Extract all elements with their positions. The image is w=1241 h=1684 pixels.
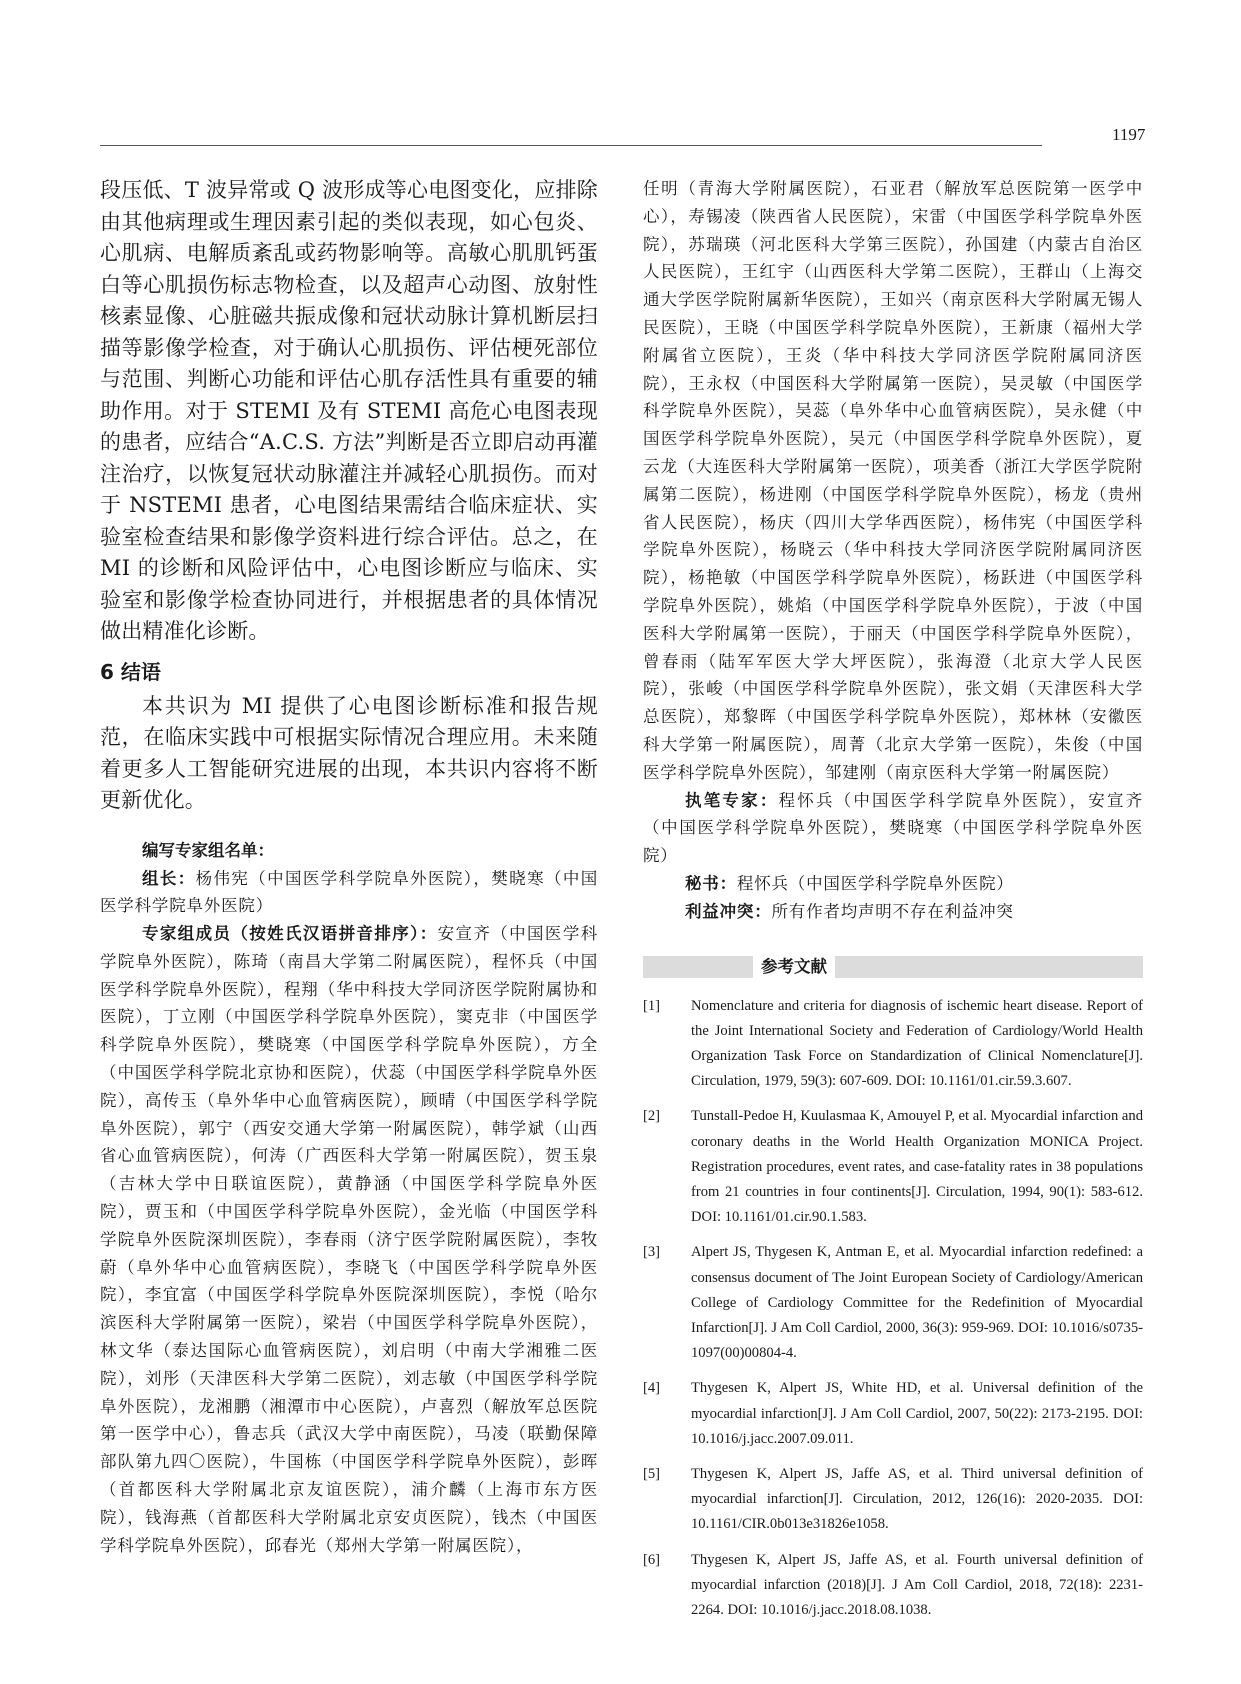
reference-item — [643, 1548, 1143, 1624]
page-number: 1197 — [1112, 125, 1146, 144]
left-column — [100, 175, 598, 1559]
writing-text: 程怀兵（中国医学科学院阜外医院），安宣齐（中国医学科学院阜外医院），樊晓寒（中国医学科学院阜外医院） — [643, 790, 1143, 866]
reference-text: Thygesen K, Alpert JS, White HD, et al. Universal definition of the myocardial infarction[J]. J Am Coll Cardiol, 2007, 50(22): 2173-2195. DOI: 10.1016/j.jacc.2007.09.011. — [691, 1380, 1143, 1447]
reference-item — [643, 1104, 1143, 1230]
body-paragraph-conclusion: 本共识为 MI 提供了心电图诊断标准和报告规范，在临床实践中可根据实际情况合理应用。未来随着更多人工智能研究进展的出现，本共识内容将不断更新优化。 — [100, 693, 598, 812]
committee-members-continued: 任明（青海大学附属医院），石亚君（解放军总医院第一医学中心），寿锡凌（陕西省人民医院），宋雷（中国医学科学院阜外医院），苏瑞瑛（河北医科大学第三医院），孙国建（内蒙古自治区人民医院），王红宇（山西医科大学第二医院），王群山（上海交通大学医学院附属新华医院），王如兴（南京医科大学附属无锡人民医院），王晓（中国医学科学院阜外医院），王新康（福州大学附属省立医院），王炎（华中科技大学同济医学院附属同济医院），王永权（中国医科大学附属第一医院），吴灵敏（中国医学科学院阜外医院），吴蕊（阜外华中心血管病医院），吴永健（中国医学科学院阜外医院），吴元（中国医学科学院阜外医院），夏云龙（大连医科大学附属第一医院），项美香（浙江大学医学院附属第二医院），杨进刚（中国医学科学院阜外医院），杨龙（贵州省人民医院），杨庆（四川大学华西医院），杨伟宪（中国医学科学院阜外医院），杨晓云（华中科技大学同济医学院附属同济医院），杨艳敏（中国医学科学院阜外医院），杨跃进（中国医学科学院阜外医院），姚焰（中国医学科学院阜外医院），于波（中国医科大学附属第一医院），于丽天（中国医学科学院阜外医院），曾春雨（陆军军医大学大坪医院），张海澄（北京大学人民医院），张峻（中国医学科学院阜外医院），张文娟（天津医科大学总医院），郑黎晖（中国医学科学院阜外医院），郑林林（安徽医科大学第一附属医院），周菁（北京大学第一医院），朱俊（中国医学科学院阜外医院），邹建刚（南京医科大学第一附属医院） — [643, 179, 1143, 782]
secretary — [643, 870, 1143, 898]
committee-members — [100, 920, 598, 1559]
secretary-text: 程怀兵（中国医学科学院阜外医院） — [736, 873, 1014, 893]
reference-text: Thygesen K, Alpert JS, Jaffe AS, et al. Fourth universal definition of myocardial infarction (2018)[J]. J Am Coll Cardiol, 2018, 72(18): 2231-2264. DOI: 10.1016/j.jacc.2018.08.1038. — [691, 1551, 1143, 1618]
writing-experts — [643, 787, 1143, 870]
coi-text: 所有作者均声明不存在利益冲突 — [771, 901, 1014, 921]
conflict-of-interest — [643, 898, 1143, 926]
references-title: 参考文献 — [753, 956, 835, 978]
writing-label: 执笔专家： — [685, 790, 779, 810]
right-column — [643, 175, 1143, 1633]
reference-text: Thygesen K, Alpert JS, Jaffe AS, et al. Third universal definition of myocardial infarction[J]. Circulation, 2012, 126(16): 2020-2035. DOI: 10.1161/CIR.0b013e31826e1058. — [691, 1465, 1143, 1533]
committee-leaders — [100, 865, 598, 921]
committee-title: 编写专家组名单： — [142, 840, 274, 860]
reference-item — [643, 994, 1143, 1095]
reference-number: [5] — [643, 1465, 661, 1482]
reference-text: Alpert JS, Thygesen K, Antman E, et al. Myocardial infarction redefined: a consensus document of The Joint European Society of Cardiology/American College of Cardiology Committee for the Redefinition of Myocardial Infarction[J]. J Am Coll Cardiol, 2000, 36(3): 959-969. DOI: 10.1016/s0735-1097(00)00804-4. — [691, 1244, 1143, 1362]
reference-item — [643, 1240, 1143, 1366]
members-label: 专家组成员（按姓氏汉语拼音排序）： — [142, 924, 438, 944]
reference-number: [1] — [643, 997, 661, 1014]
reference-number: [3] — [643, 1244, 661, 1261]
reference-text: Nomenclature and criteria for diagnosis of ischemic heart disease. Report of the Joint International Society and Federation of Cardiology/World Health Organization Task Force on Standardization of Clinical Nomenclature[J]. Circulation, 1979, 59(3): 607-609. DOI: 10.1161/01.cir.59.3.607. — [691, 997, 1143, 1090]
references-heading-bar — [643, 956, 1143, 978]
leader-label: 组长： — [142, 868, 196, 888]
reference-number: [6] — [643, 1551, 661, 1568]
reference-item — [643, 1376, 1143, 1452]
leader-text: 杨伟宪（中国医学科学院阜外医院），樊晓寒（中国医学科学院阜外医院） — [100, 868, 598, 916]
reference-item — [643, 1462, 1143, 1538]
body-paragraph-diagnosis: 段压低、T 波异常或 Q 波形成等心电图变化，应排除由其他病理或生理因素引起的类似表现，如心包炎、心肌病、电解质紊乱或药物影响等。高敏心肌肌钙蛋白等心肌损伤标志物检查，以及超声心动图、放射性核素显像、心脏磁共振成像和冠状动脉计算机断层扫描等影像学检查，对于确认心肌损伤、评估梗死部位与范围、判断心功能和评估心肌存活性具有重要的辅助作用。对于 STEMI 及有 STEMI 高危心电图表现的患者，应结合“A.C.S. 方法”判断是否立即启动再灌注治疗，以恢复冠状动脉灌注并减轻心肌损伤。而对于 NSTEMI 患者，心电图结果需结合临床症状、实验室检查结果和影像学资料进行综合评估。总之，在 MI 的诊断和风险评估中，心电图诊断应与临床、实验室和影像学检查协同进行，并根据患者的具体情况做出精准化诊断。 — [100, 178, 598, 643]
section-heading-conclusion: 6 结语 — [100, 659, 161, 684]
reference-number: [2] — [643, 1108, 661, 1125]
header-rule — [100, 145, 1042, 146]
members-text-left: 安宣齐（中国医学科学院阜外医院），陈琦（南昌大学第二附属医院），程怀兵（中国医学科学院阜外医院），程翔（华中科技大学同济医学院附属协和医院），丁立刚（中国医学科学院阜外医院），窦克非（中国医学科学院阜外医院），樊晓寒（中国医学科学院阜外医院），方全（中国医学科学院北京协和医院），伏蕊（中国医学科学院阜外医院），高传玉（阜外华中心血管病医院），顾晴（中国医学科学院阜外医院），郭宁（西安交通大学第一附属医院），韩学斌（山西省心血管病医院），何涛（广西医科大学第一附属医院），贺玉泉（吉林大学中日联谊医院），黄静涵（中国医学科学院阜外医院），贾玉和（中国医学科学院阜外医院），金光临（中国医学科学院阜外医院深圳医院），李春雨（济宁医学院附属医院），李牧蔚（阜外华中心血管病医院），李晓飞（中国医学科学院阜外医院），李宜富（中国医学科学院阜外医院深圳医院），李悦（哈尔滨医科大学附属第一医院），梁岩（中国医学科学院阜外医院），林文华（泰达国际心血管病医院），刘启明（中南大学湘雅二医院），刘彤（天津医科大学第二医院），刘志敏（中国医学科学院阜外医院），龙湘鹏（湘潭市中心医院），卢喜烈（解放军总医院第一医学中心），鲁志兵（武汉大学中南医院），马凌（联勤保障部队第九四〇医院），牛国栋（中国医学科学院阜外医院），彭晖（首都医科大学附属北京友谊医院），浦介麟（上海市东方医院），钱海燕（首都医科大学附属北京安贞医院），钱杰（中国医学科学院阜外医院），邱春光（郑州大学第一附属医院）， — [100, 924, 598, 1555]
reference-number: [4] — [643, 1380, 661, 1397]
secretary-label: 秘书： — [685, 873, 737, 893]
coi-label: 利益冲突： — [685, 901, 772, 921]
reference-text: Tunstall-Pedoe H, Kuulasmaa K, Amouyel P, et al. Myocardial infarction and coronary deaths in the World Health Organization MONICA Project. Registration procedures, event rates, and case-fatality rates in 38 populations from 21 countries in four continents[J]. Circulation, 1994, 90(1): 583-612. DOI: 10.1161/01.cir.90.1.583. — [691, 1108, 1143, 1226]
